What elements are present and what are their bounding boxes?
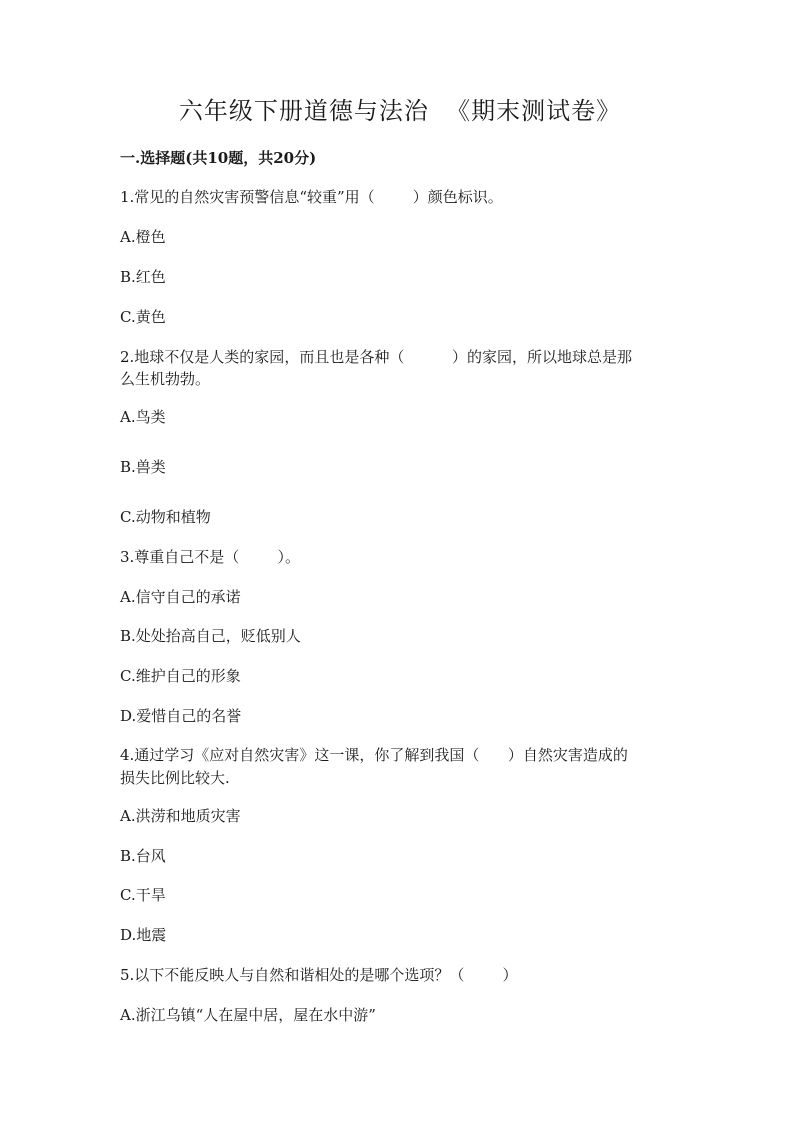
- question-1-option-b: B.红色: [120, 268, 166, 286]
- question-2-option-c: C.动物和植物: [120, 508, 211, 526]
- section-heading: 一.选择题(共10题，共20分): [120, 149, 317, 167]
- question-5-stem: 5.以下不能反映人与自然和谐相处的是哪个选项？（ ）: [120, 966, 518, 984]
- question-1-option-c: C.黄色: [120, 308, 166, 326]
- question-3-option-b: B.处处抬高自己，贬低别人: [120, 627, 301, 645]
- question-2-option-b: B.兽类: [120, 458, 166, 476]
- question-4-option-c: C.干旱: [120, 886, 166, 904]
- question-3-stem: 3.尊重自己不是（ ）。: [120, 548, 300, 566]
- question-4-stem-line-2: 损失比例比较大.: [120, 769, 230, 787]
- question-2-stem-line-2: 么生机勃勃。: [120, 370, 211, 388]
- question-4-option-a: A.洪涝和地质灾害: [120, 807, 241, 825]
- question-2-stem-line-1: 2.地球不仅是人类的家园，而且也是各种（ ）的家园，所以地球总是那: [120, 348, 632, 366]
- page-title: 六年级下册道德与法治 《期末测试卷》: [178, 97, 622, 125]
- question-1-stem: 1.常见的自然灾害预警信息“较重”用（ ）颜色标识。: [120, 188, 503, 206]
- question-4-option-d: D.地震: [120, 926, 167, 944]
- question-1-option-a: A.橙色: [120, 228, 166, 246]
- question-3-option-c: C.维护自己的形象: [120, 667, 241, 685]
- question-5-option-a: A.浙江乌镇“人在屋中居，屋在水中游”: [120, 1006, 376, 1024]
- question-3-option-d: D.爱惜自己的名誉: [120, 707, 242, 725]
- question-4-option-b: B.台风: [120, 847, 166, 865]
- question-2-option-a: A.鸟类: [120, 408, 166, 426]
- question-3-option-a: A.信守自己的承诺: [120, 588, 241, 606]
- question-4-stem-line-1: 4.通过学习《应对自然灾害》这一课，你了解到我国（ ）自然灾害造成的: [120, 746, 628, 764]
